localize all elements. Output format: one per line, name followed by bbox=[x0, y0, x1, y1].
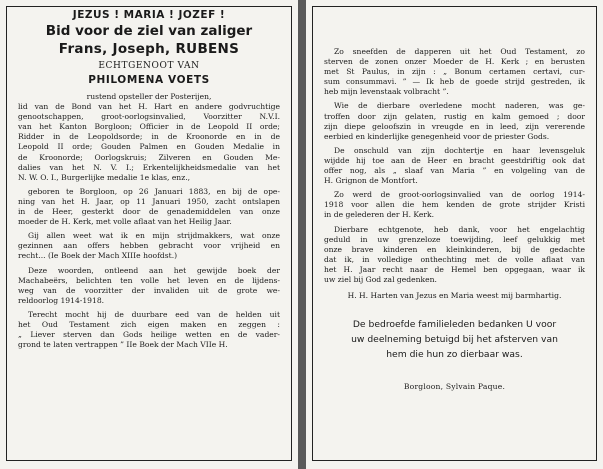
text-line: Zo sneefden de dapperen uit het Oud Testament, zo bbox=[334, 47, 585, 56]
text-line: uw ziel bij God zal gedenken. bbox=[324, 274, 437, 284]
text-line: 1918 voor allen die hem kenden de grote strijder Kristi bbox=[324, 200, 585, 210]
right-paragraph bbox=[324, 146, 585, 186]
printer-imprint: Borgloon, Sylvain Paque. bbox=[403, 382, 506, 392]
text-line: gezinnen aan offers hebben gebracht voor vrijheid en bbox=[18, 241, 280, 251]
text-line: Terecht mocht hij de duurbare eed van de helden uit bbox=[28, 309, 280, 319]
left-content bbox=[18, 0, 280, 350]
right-content bbox=[324, 47, 585, 391]
text-line: geboren te Borgloon, op 26 Januari 1883, en bij de ope- bbox=[28, 186, 280, 196]
text-line: sterven de zonen onzer Moeder de H. Kerk ; en berusten bbox=[324, 57, 585, 67]
text-line: het H. Jaar recht naar de Hemel ben opgegaan, waar ik bbox=[324, 264, 585, 274]
text-line: lid van de Bond van het H. Hart en andere godvruchtige bbox=[18, 102, 280, 112]
text-line: Zo werd de groot-oorlogsinvalied van de oorlog 1914- bbox=[334, 190, 585, 200]
text-line: onze brave kinderen en kleinkinderen, bij de gedachte bbox=[324, 244, 585, 254]
prayer-title: Bid voor de ziel van zaliger bbox=[45, 23, 253, 39]
left-paragraph bbox=[18, 231, 280, 261]
text-line: „ Liever sterven dan Gods heilige wetten en de vader- bbox=[18, 330, 280, 340]
text-line: in de gelederen der H. Kerk. bbox=[324, 210, 435, 220]
text-line: troffen door zijn gelaten, rustig en kalm gemoed ; door bbox=[324, 111, 585, 121]
text-line: geduld in uw grenzeloze toewijding, leef gelukkig met bbox=[324, 234, 585, 244]
text-line: moeder de H. Kerk, met volle aflaat van het Heilig Jaar. bbox=[18, 217, 232, 227]
spouse-name: PHILOMENA VOETS bbox=[88, 74, 210, 86]
text-line: met St Paulus, in zijn : „ Bonum certamen certavi, cur- bbox=[324, 67, 585, 77]
family-thanks-line: uw deelneming betuigd bij het afsterven van bbox=[351, 334, 558, 346]
text-line: de Kroonorde; Oorlogskruis; Zilveren en Gouden Me- bbox=[18, 152, 280, 162]
card-fold bbox=[298, 0, 306, 469]
text-line: weg van de voorzitter der invaliden uit de grote we- bbox=[18, 285, 280, 295]
text-line: sum consummavi. ” — Ik heb de goede strijd gestreden, ik bbox=[324, 77, 585, 87]
text-line: N. W. O. I., Burgerlijke medalie 1e klas, enz., bbox=[18, 172, 191, 182]
text-line: rustend opsteller der Posterijen, bbox=[86, 92, 212, 101]
right-paragraph bbox=[324, 225, 585, 286]
invocation: JEZUS ! MARIA ! JOZEF ! bbox=[72, 9, 226, 21]
left-card bbox=[0, 0, 298, 469]
text-line: Leopold II orde; Gouden Palmen en Gouden Medalie in bbox=[18, 142, 280, 152]
text-line: wijdde hij toe aan de Heer en bracht geestdriftig ook dat bbox=[324, 155, 585, 165]
text-line: De onschuld van zijn dochtertje en haar levensgeluk bbox=[334, 145, 585, 155]
text-line: heb mijn levenstaak volbracht ”. bbox=[324, 87, 449, 97]
text-line: Wie de dierbare overledene mocht naderen, was ge- bbox=[334, 101, 585, 111]
text-line: ning van het H. Jaar, op 11 Januari 1950, zacht ontslapen bbox=[18, 196, 280, 206]
spouse-intro: ECHTGENOOT VAN bbox=[98, 61, 200, 71]
left-paragraph bbox=[18, 187, 280, 227]
text-line: grond te laten vertrappen ” IIe Boek der Mach VIIe H. bbox=[18, 340, 228, 350]
text-line: Machabeërs, belichten ten volle het leven en de lijdens- bbox=[18, 275, 280, 285]
text-line: H. Grignon de Montfort. bbox=[324, 176, 418, 186]
text-line: Deze woorden, ontleend aan het gewijde boek der bbox=[28, 265, 280, 275]
right-paragraphs bbox=[324, 47, 585, 285]
ejaculation-prayer: H. H. Harten van Jezus en Maria weest mij barmhartig. bbox=[347, 291, 562, 301]
text-line: Gij allen weet wat ik en mijn strijdmakkers, wat onze bbox=[28, 231, 280, 241]
text-line: eerbied en kinderlijke genegenheid voor de priester Gods. bbox=[324, 131, 550, 141]
family-thanks-line: De bedroefde familieleden bedanken U voor bbox=[352, 319, 557, 331]
right-paragraph bbox=[324, 101, 585, 141]
right-card bbox=[306, 0, 603, 469]
right-paragraph bbox=[324, 47, 585, 97]
right-paragraph bbox=[324, 190, 585, 220]
text-line: reldoorlog 1914-1918. bbox=[18, 295, 105, 305]
text-line: het Oud Testament zich eigen maken en zeggen : bbox=[18, 319, 280, 329]
text-line: dat ik, in volledige onthechting met de volle aflaat van bbox=[324, 254, 585, 264]
left-paragraph bbox=[18, 92, 280, 183]
deceased-name: Frans, Joseph, RUBENS bbox=[58, 41, 240, 57]
text-line: zijn diepe geloofszin in vreugde en in leed, zijn vererende bbox=[324, 121, 585, 131]
text-line: genootschappen, groot-oorlogsinvalied, Voorzitter N.V.I. bbox=[18, 112, 280, 122]
family-thanks-line: hem die hun zo dierbaar was. bbox=[386, 349, 523, 361]
text-line: dalies van het N. V. I.; Erkentelijkheidsmedalie van het bbox=[18, 162, 280, 172]
family-thanks bbox=[324, 317, 585, 362]
text-line: Dierbare echtgenote, heb dank, voor het engelachtig bbox=[334, 224, 585, 234]
text-line: van het Kanton Borgloon; Officier in de Leopold II orde; bbox=[18, 122, 280, 132]
text-line: offer nog, als „ slaaf van Maria ” en volgeling van de bbox=[324, 166, 585, 176]
left-paragraph bbox=[18, 310, 280, 350]
text-line: in de Heer, gesterkt door de genademiddelen van onze bbox=[18, 207, 280, 217]
text-line: recht... (Ie Boek der Mach XIIIe hoofdst.) bbox=[18, 251, 178, 261]
left-paragraphs bbox=[18, 92, 280, 350]
text-line: Ridder in de Leopoldsorde; in de Kroonorde en in de bbox=[18, 132, 280, 142]
left-paragraph bbox=[18, 266, 280, 306]
